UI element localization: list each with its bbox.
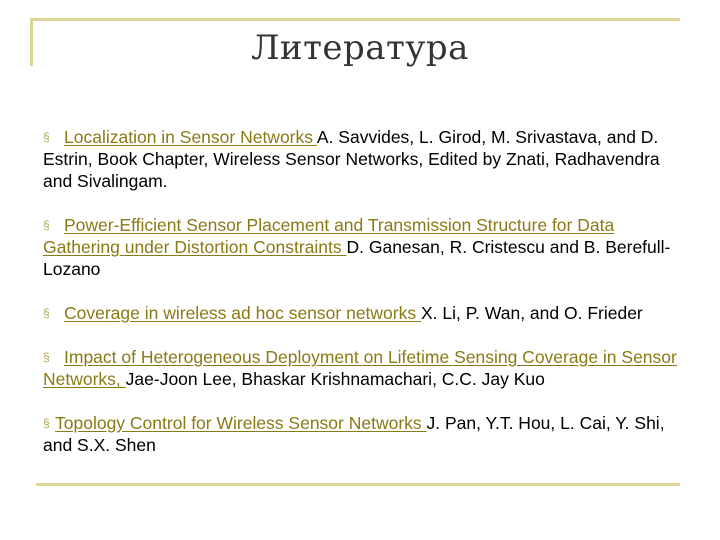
reference-authors: D. Ganesan, R. Cristescu and B. Berefull-Lozano xyxy=(43,237,671,279)
reference-item xyxy=(43,412,683,456)
reference-title-link[interactable]: Topology Control for Wireless Sensor Networks xyxy=(55,413,427,433)
reference-authors: Jae-Joon Lee, Bhaskar Krishnamachari, C.C. Jay Kuo xyxy=(125,369,545,389)
bullet-icon: § xyxy=(43,306,50,320)
reference-list xyxy=(43,126,683,456)
reference-title-link[interactable]: Impact of Heterogeneous Deployment on Lifetime Sensing Coverage in Sensor Networks, xyxy=(43,347,677,389)
reference-authors: X. Li, P. Wan, and O. Frieder xyxy=(420,303,643,323)
reference-item xyxy=(43,346,683,390)
reference-item xyxy=(43,302,683,324)
bullet-icon: § xyxy=(43,218,50,232)
reference-title-link[interactable]: Power-Efficient Sensor Placement and Transmission Structure for Data Gathering under Distortion Constraints xyxy=(43,215,615,257)
reference-title-link[interactable]: Localization in Sensor Networks xyxy=(64,127,317,147)
reference-title-link[interactable]: Coverage in wireless ad hoc sensor networks xyxy=(64,303,421,323)
reference-item xyxy=(43,214,683,280)
bullet-icon: § xyxy=(43,416,50,430)
bullet-icon: § xyxy=(43,350,50,364)
frame-bottom-line xyxy=(36,483,680,486)
frame-top-line xyxy=(30,18,680,21)
reference-authors: A. Savvides, L. Girod, M. Srivastava, and D. Estrin, Book Chapter, Wireless Sensor Networks, Edited by Znati, Radhavendra and Sivalingam. xyxy=(43,127,660,191)
slide-title: Литература xyxy=(251,28,469,68)
reference-item xyxy=(43,126,683,192)
reference-authors: J. Pan, Y.T. Hou, L. Cai, Y. Shi, and S.X. Shen xyxy=(43,413,665,455)
bullet-icon: § xyxy=(43,130,50,144)
